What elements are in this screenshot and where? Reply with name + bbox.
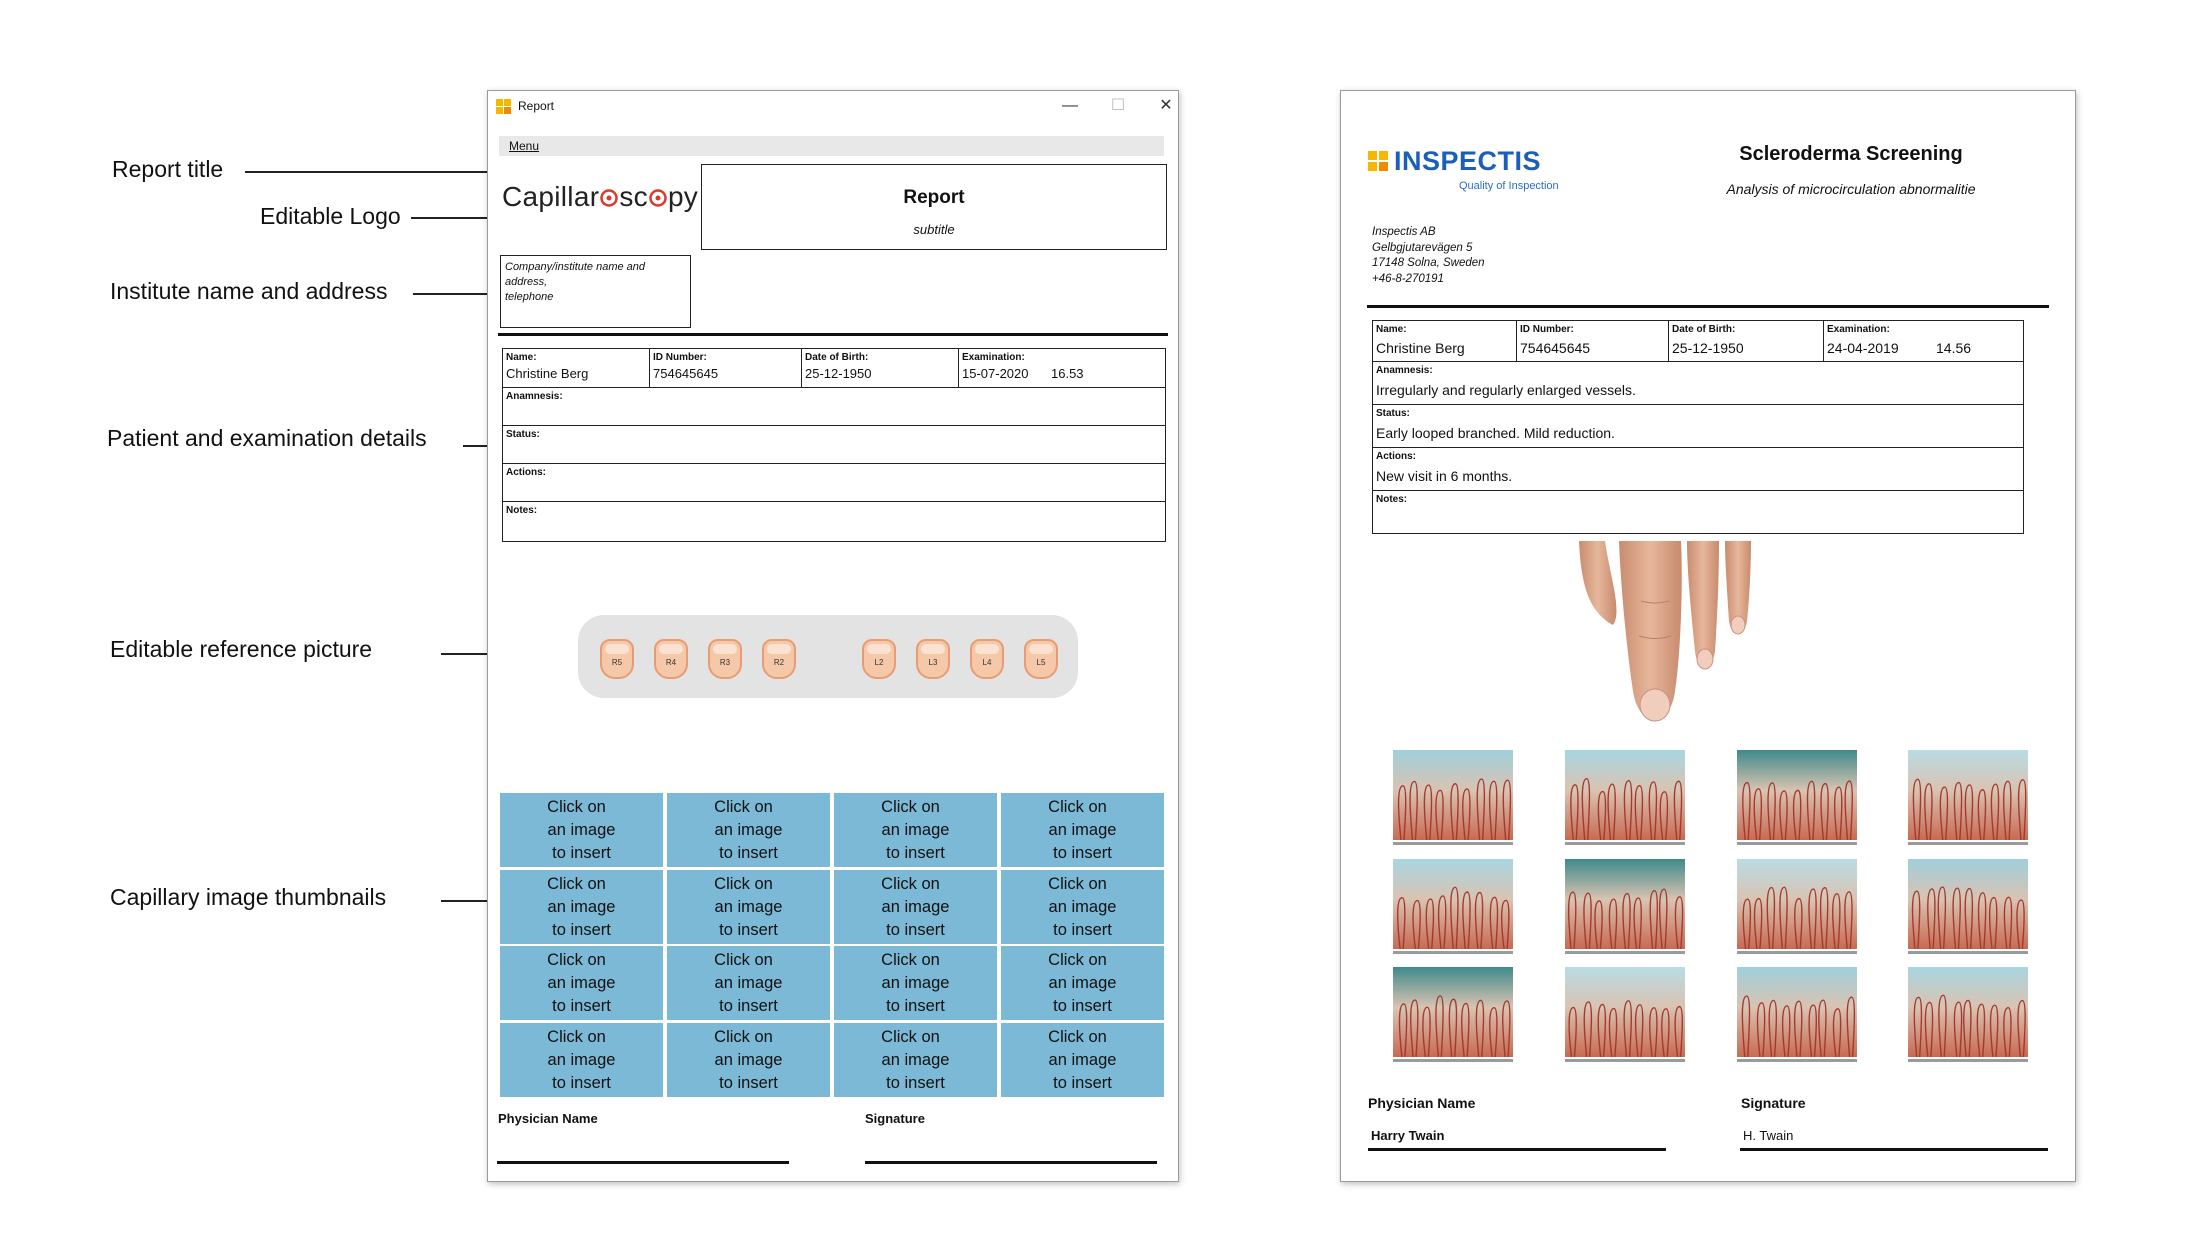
tile-text: an image: [881, 897, 950, 916]
tile-text: Click on: [881, 874, 940, 893]
anamnesis-label: Anamnesis:: [506, 391, 563, 402]
finger-label: R3: [719, 658, 731, 667]
image-filename-caption: [1393, 842, 1513, 845]
patient-details-table: [502, 348, 1166, 542]
signature-line[interactable]: [865, 1161, 1157, 1164]
fingernail-icon: [762, 639, 796, 679]
image-filename-caption: [1565, 842, 1685, 845]
signature-label: Signature: [865, 1111, 925, 1126]
status-label: Status:: [506, 429, 540, 440]
address-line: +46-8-270191: [1372, 272, 1444, 285]
annotation-label: Editable Logo: [260, 203, 401, 229]
tile-text: an image: [881, 974, 950, 992]
finger-label: R2: [773, 658, 785, 667]
fingernail-icon: [862, 639, 896, 679]
capillary-image: [1393, 859, 1513, 949]
anamnesis-row[interactable]: [503, 388, 1165, 426]
institute-line: telephone: [505, 291, 554, 303]
exam-label: Examination:: [1827, 324, 1890, 335]
finger-label: L4: [982, 658, 992, 667]
dob-cell: [1669, 321, 1824, 361]
brand-tagline: Quality of Inspection: [1459, 180, 1559, 192]
capillary-image: [1908, 750, 2028, 840]
image-filename-caption: [1737, 951, 1857, 954]
physician-name-label: Physician Name: [498, 1111, 598, 1126]
actions-row: [1373, 448, 2023, 491]
editable-logo[interactable]: [502, 181, 698, 213]
image-insert-tile[interactable]: [500, 1023, 663, 1097]
finger-label: R5: [611, 658, 623, 667]
tile-text: an image: [881, 1050, 950, 1069]
finger-label: L2: [874, 658, 884, 667]
address-line: Gelbgjutarevägen 5: [1372, 241, 1473, 254]
image-filename-caption: [1393, 1059, 1513, 1062]
report-title[interactable]: Report: [903, 187, 965, 208]
name-cell[interactable]: [503, 349, 650, 387]
logo-o-icon: [648, 188, 668, 208]
maximize-button[interactable]: ☐: [1110, 97, 1126, 114]
image-insert-tile[interactable]: [1001, 870, 1164, 944]
tile-text: an image: [1048, 974, 1117, 992]
fingernail-icon: [916, 639, 950, 679]
status-row[interactable]: [503, 426, 1165, 464]
printed-report-title: Scleroderma Screening: [1739, 143, 1963, 165]
image-filename-caption: [1565, 1059, 1685, 1062]
tile-text: to insert: [1053, 997, 1112, 1015]
image-insert-tile[interactable]: [834, 1023, 997, 1097]
printed-report-preview: [1340, 90, 2076, 1182]
annotation-label: Capillary image thumbnails: [110, 884, 387, 910]
logo-o-icon: [599, 188, 619, 208]
tile-text: to insert: [1053, 844, 1112, 862]
image-insert-tile[interactable]: [667, 793, 830, 867]
image-insert-tile[interactable]: [667, 946, 830, 1020]
annotation-label: Institute name and address: [110, 278, 388, 304]
report-editor-window: [487, 90, 1179, 1182]
capillary-image: [1565, 750, 1685, 840]
tile-text: an image: [1048, 821, 1117, 839]
tile-text: an image: [714, 821, 783, 839]
fingernail-icon: [708, 639, 742, 679]
close-button[interactable]: ✕: [1159, 97, 1173, 114]
image-filename-caption: [1393, 951, 1513, 954]
tile-text: an image: [1048, 897, 1117, 916]
fingernail-icon: [970, 639, 1004, 679]
physician-name-line[interactable]: [497, 1161, 789, 1164]
capillary-image: [1737, 967, 1857, 1057]
anamnesis-value: Irregularly and regularly enlarged vessels.: [1376, 382, 1636, 398]
finger-label: L3: [928, 658, 938, 667]
hand-reference-image: [1569, 541, 1799, 733]
patient-info-row: [503, 349, 1165, 388]
actions-value: New visit in 6 months.: [1376, 468, 1513, 484]
physician-name-label: Physician Name: [1368, 1095, 1476, 1111]
exam-date: 24-04-2019: [1827, 340, 1899, 356]
notes-row[interactable]: [503, 502, 1165, 540]
dob-value: 25-12-1950: [1672, 340, 1744, 356]
tile-text: Click on: [714, 798, 773, 816]
image-insert-tile[interactable]: [500, 870, 663, 944]
institute-address: [1372, 225, 1485, 287]
header-divider: [498, 333, 1168, 336]
image-insert-tile[interactable]: [667, 870, 830, 944]
tile-text: to insert: [886, 997, 945, 1015]
image-filename-caption: [1908, 1059, 2028, 1062]
tile-text: Click on: [714, 951, 773, 969]
tile-text: to insert: [886, 1073, 945, 1092]
tile-text: an image: [547, 1050, 616, 1069]
minimize-button[interactable]: —: [1062, 97, 1078, 114]
institute-line: address,: [505, 276, 548, 288]
tile-text: Click on: [1048, 874, 1107, 893]
tile-text: Click on: [547, 874, 606, 893]
window-title: Report: [518, 99, 555, 113]
actions-label: Actions:: [1376, 451, 1416, 462]
id-cell[interactable]: [650, 349, 802, 387]
reference-picture[interactable]: [578, 615, 1078, 698]
tile-text: Click on: [547, 798, 606, 816]
id-cell: [1517, 321, 1669, 361]
logo-text-middle: sc: [619, 181, 648, 212]
report-title-box[interactable]: [701, 164, 1167, 250]
image-filename-caption: [1565, 951, 1685, 954]
id-value: 754645645: [653, 366, 719, 381]
tile-text: Click on: [881, 951, 940, 969]
printed-report-subtitle: Analysis of microcirculation abnormalitie: [1726, 181, 1976, 197]
exam-date: 15-07-2020: [962, 366, 1029, 381]
exam-time: 14.56: [1936, 340, 1972, 356]
inspectis-logo-icon: [1368, 151, 1388, 171]
image-filename-caption: [1908, 951, 2028, 954]
app-icon: [496, 99, 512, 115]
tile-text: Click on: [547, 1027, 606, 1046]
anamnesis-label: Anamnesis:: [1376, 365, 1433, 376]
image-insert-tile[interactable]: [1001, 1023, 1164, 1097]
image-insert-tile[interactable]: [1001, 793, 1164, 867]
tile-text: to insert: [886, 920, 945, 939]
dob-label: Date of Birth:: [805, 352, 869, 363]
physician-name-line: [1368, 1148, 1666, 1151]
dob-value: 25-12-1950: [805, 366, 872, 381]
tile-text: an image: [547, 897, 616, 916]
institute-field[interactable]: [500, 255, 691, 328]
image-filename-caption: [1737, 1059, 1857, 1062]
tile-text: to insert: [719, 1073, 778, 1092]
capillary-image: [1393, 750, 1513, 840]
actions-label: Actions:: [506, 467, 546, 478]
name-cell: [1373, 321, 1517, 361]
signature-value: H. Twain: [1743, 1128, 1794, 1143]
status-row: [1373, 405, 2023, 448]
exam-cell[interactable]: [959, 349, 1164, 387]
tile-text: Click on: [714, 1027, 773, 1046]
finger-label: L5: [1036, 658, 1046, 667]
image-insert-tile[interactable]: [834, 946, 997, 1020]
id-value: 754645645: [1520, 340, 1591, 356]
tile-text: an image: [714, 897, 783, 916]
annotation-label: Patient and examination details: [107, 425, 427, 451]
tile-text: Click on: [881, 798, 940, 816]
tile-text: Click on: [1048, 951, 1107, 969]
address-line: 17148 Solna, Sweden: [1372, 257, 1485, 269]
tile-text: to insert: [552, 997, 611, 1015]
name-label: Name:: [506, 352, 537, 363]
physician-name-value: Harry Twain: [1371, 1128, 1445, 1143]
tile-text: an image: [1048, 1050, 1117, 1069]
fingernail-icon: [1024, 639, 1058, 679]
dob-label: Date of Birth:: [1672, 324, 1736, 335]
capillary-image: [1393, 967, 1513, 1057]
printed-details-table: [1372, 320, 2024, 534]
annotation-label: Report title: [112, 156, 224, 182]
brand-name: INSPECTIS: [1394, 146, 1542, 176]
image-insert-tile[interactable]: [500, 946, 663, 1020]
status-value: Early looped branched. Mild reduction.: [1376, 425, 1615, 441]
exam-time: 16.53: [1051, 366, 1084, 381]
patient-info-row: [1373, 321, 2023, 362]
tile-text: to insert: [719, 920, 778, 939]
notes-label: Notes:: [1376, 494, 1408, 505]
report-subtitle[interactable]: subtitle: [913, 222, 955, 237]
image-insert-tile[interactable]: [667, 1023, 830, 1097]
tile-text: to insert: [1053, 1073, 1112, 1092]
capillary-image: [1737, 750, 1857, 840]
tile-text: an image: [714, 1050, 783, 1069]
image-filename-caption: [1908, 842, 2028, 845]
tile-text: to insert: [719, 844, 778, 862]
tile-text: to insert: [552, 844, 611, 862]
image-insert-tile[interactable]: [834, 870, 997, 944]
capillary-image: [1565, 859, 1685, 949]
institute-line: Company/institute name and: [505, 261, 646, 273]
image-filename-caption: [1737, 842, 1857, 845]
tile-text: to insert: [1053, 920, 1112, 939]
dob-cell[interactable]: [802, 349, 959, 387]
title-bar[interactable]: [488, 91, 1178, 121]
logo-text-end: py: [667, 181, 699, 212]
notes-row: [1373, 491, 2023, 532]
capillary-image: [1565, 967, 1685, 1057]
fingernail-icon: [600, 639, 634, 679]
tile-text: Click on: [1048, 1027, 1107, 1046]
id-label: ID Number:: [1520, 324, 1574, 335]
menu-bar: [499, 136, 1164, 156]
tile-text: an image: [547, 974, 616, 992]
capillary-image: [1737, 859, 1857, 949]
tile-text: an image: [714, 974, 783, 992]
tile-text: Click on: [714, 874, 773, 893]
signature-line: [1740, 1148, 2048, 1151]
image-insert-tile[interactable]: [834, 793, 997, 867]
name-value: Christine Berg: [1376, 340, 1465, 356]
actions-row[interactable]: [503, 464, 1165, 502]
address-line: Inspectis AB: [1372, 226, 1436, 238]
tile-text: an image: [881, 821, 950, 839]
notes-label: Notes:: [506, 505, 538, 516]
tile-text: Click on: [881, 1027, 940, 1046]
name-value: Christine Berg: [506, 366, 589, 381]
signature-label: Signature: [1741, 1095, 1806, 1111]
menu-item[interactable]: Menu: [509, 139, 540, 153]
image-insert-tile[interactable]: [500, 793, 663, 867]
annotation-leader-line: [413, 293, 497, 295]
id-label: ID Number:: [653, 352, 707, 363]
anamnesis-row: [1373, 362, 2023, 405]
tile-text: Click on: [547, 951, 606, 969]
tile-text: to insert: [552, 920, 611, 939]
capillary-image: [1908, 859, 2028, 949]
fingernail-icon: [654, 639, 688, 679]
tile-text: to insert: [552, 1073, 611, 1092]
annotation-leader-line: [411, 217, 497, 219]
exam-cell: [1824, 321, 2022, 361]
image-insert-tile[interactable]: [1001, 946, 1164, 1020]
tile-text: to insert: [886, 844, 945, 862]
capillary-image: [1908, 967, 2028, 1057]
tile-text: Click on: [1048, 798, 1107, 816]
tile-text: to insert: [719, 997, 778, 1015]
name-label: Name:: [1376, 324, 1407, 335]
annotation-label: Editable reference picture: [110, 636, 373, 662]
header-divider: [1367, 305, 2049, 308]
capillary-thumbnail-grid: [500, 793, 1166, 1093]
status-label: Status:: [1376, 408, 1410, 419]
exam-label: Examination:: [962, 352, 1025, 363]
tile-text: an image: [547, 821, 616, 839]
finger-label: R4: [665, 658, 677, 667]
logo-text-start: Capillar: [502, 181, 600, 212]
